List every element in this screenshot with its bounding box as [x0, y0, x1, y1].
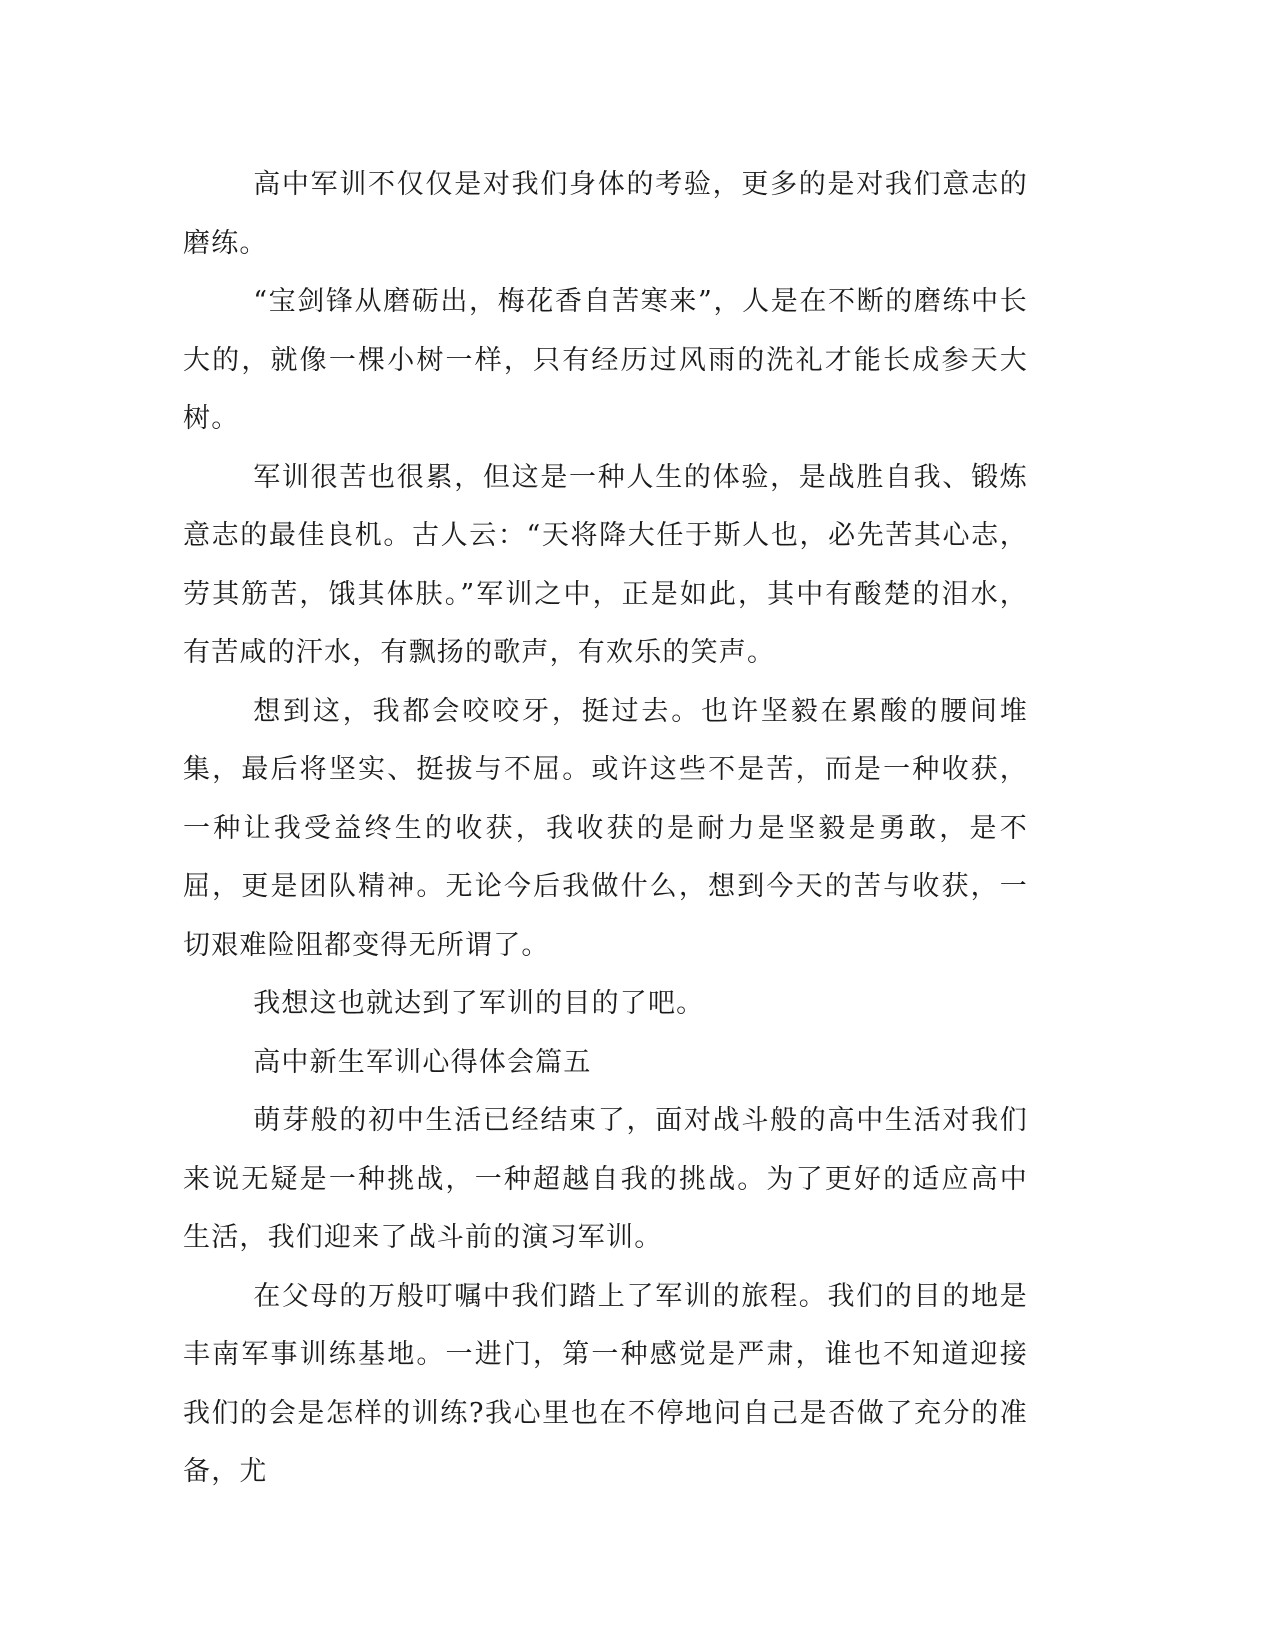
section-paragraph-1: 萌芽般的初中生活已经结束了，面对战斗般的高中生活对我们来说无疑是一种挑战，一种超越自我的挑战。为了更好的适应高中生活，我们迎来了战斗前的演习军训。 — [183, 1105, 1028, 1253]
paragraph-1: 高中军训不仅仅是对我们身体的考验，更多的是对我们意志的磨练。 — [183, 169, 1028, 259]
section-paragraph-2: 在父母的万般叮嘱中我们踏上了军训的旅程。我们的目的地是丰南军事训练基地。一进门，第一种感觉是严肃，谁也不知道迎接我们的会是怎样的训练?我心里也在不停地问自己是否做了充分的准备，尤 — [183, 1280, 1028, 1487]
document-body — [183, 156, 1028, 1502]
paragraph-3: 军训很苦也很累，但这是一种人生的体验，是战胜自我、锻炼意志的最佳良机。古人云：“天将降大任于斯人也，必先苦其心志，劳其筋苦，饿其体肤。”军训之中，正是如此，其中有酸楚的泪水，有苦咸的汗水，有飘扬的歌声，有欢乐的笑声。 — [183, 461, 1028, 668]
paragraph-4: 想到这，我都会咬咬牙，挺过去。也许坚毅在累酸的腰间堆集，最后将坚实、挺拔与不屈。或许这些不是苦，而是一种收获，一种让我受益终生的收获，我收获的是耐力是坚毅是勇敢，是不屈，更是团队精神。无论今后我做什么，想到今天的苦与收获，一切艰难险阻都变得无所谓了。 — [183, 695, 1028, 961]
section-title: 高中新生军训心得体会篇五 — [253, 1046, 592, 1078]
paragraph-5: 我想这也就达到了军训的目的了吧。 — [253, 988, 705, 1019]
paragraph-2: “宝剑锋从磨砺出，梅花香自苦寒来”，人是在不断的磨练中长大的，就像一棵小树一样，只有经历过风雨的洗礼才能长成参天大树。 — [183, 286, 1028, 434]
